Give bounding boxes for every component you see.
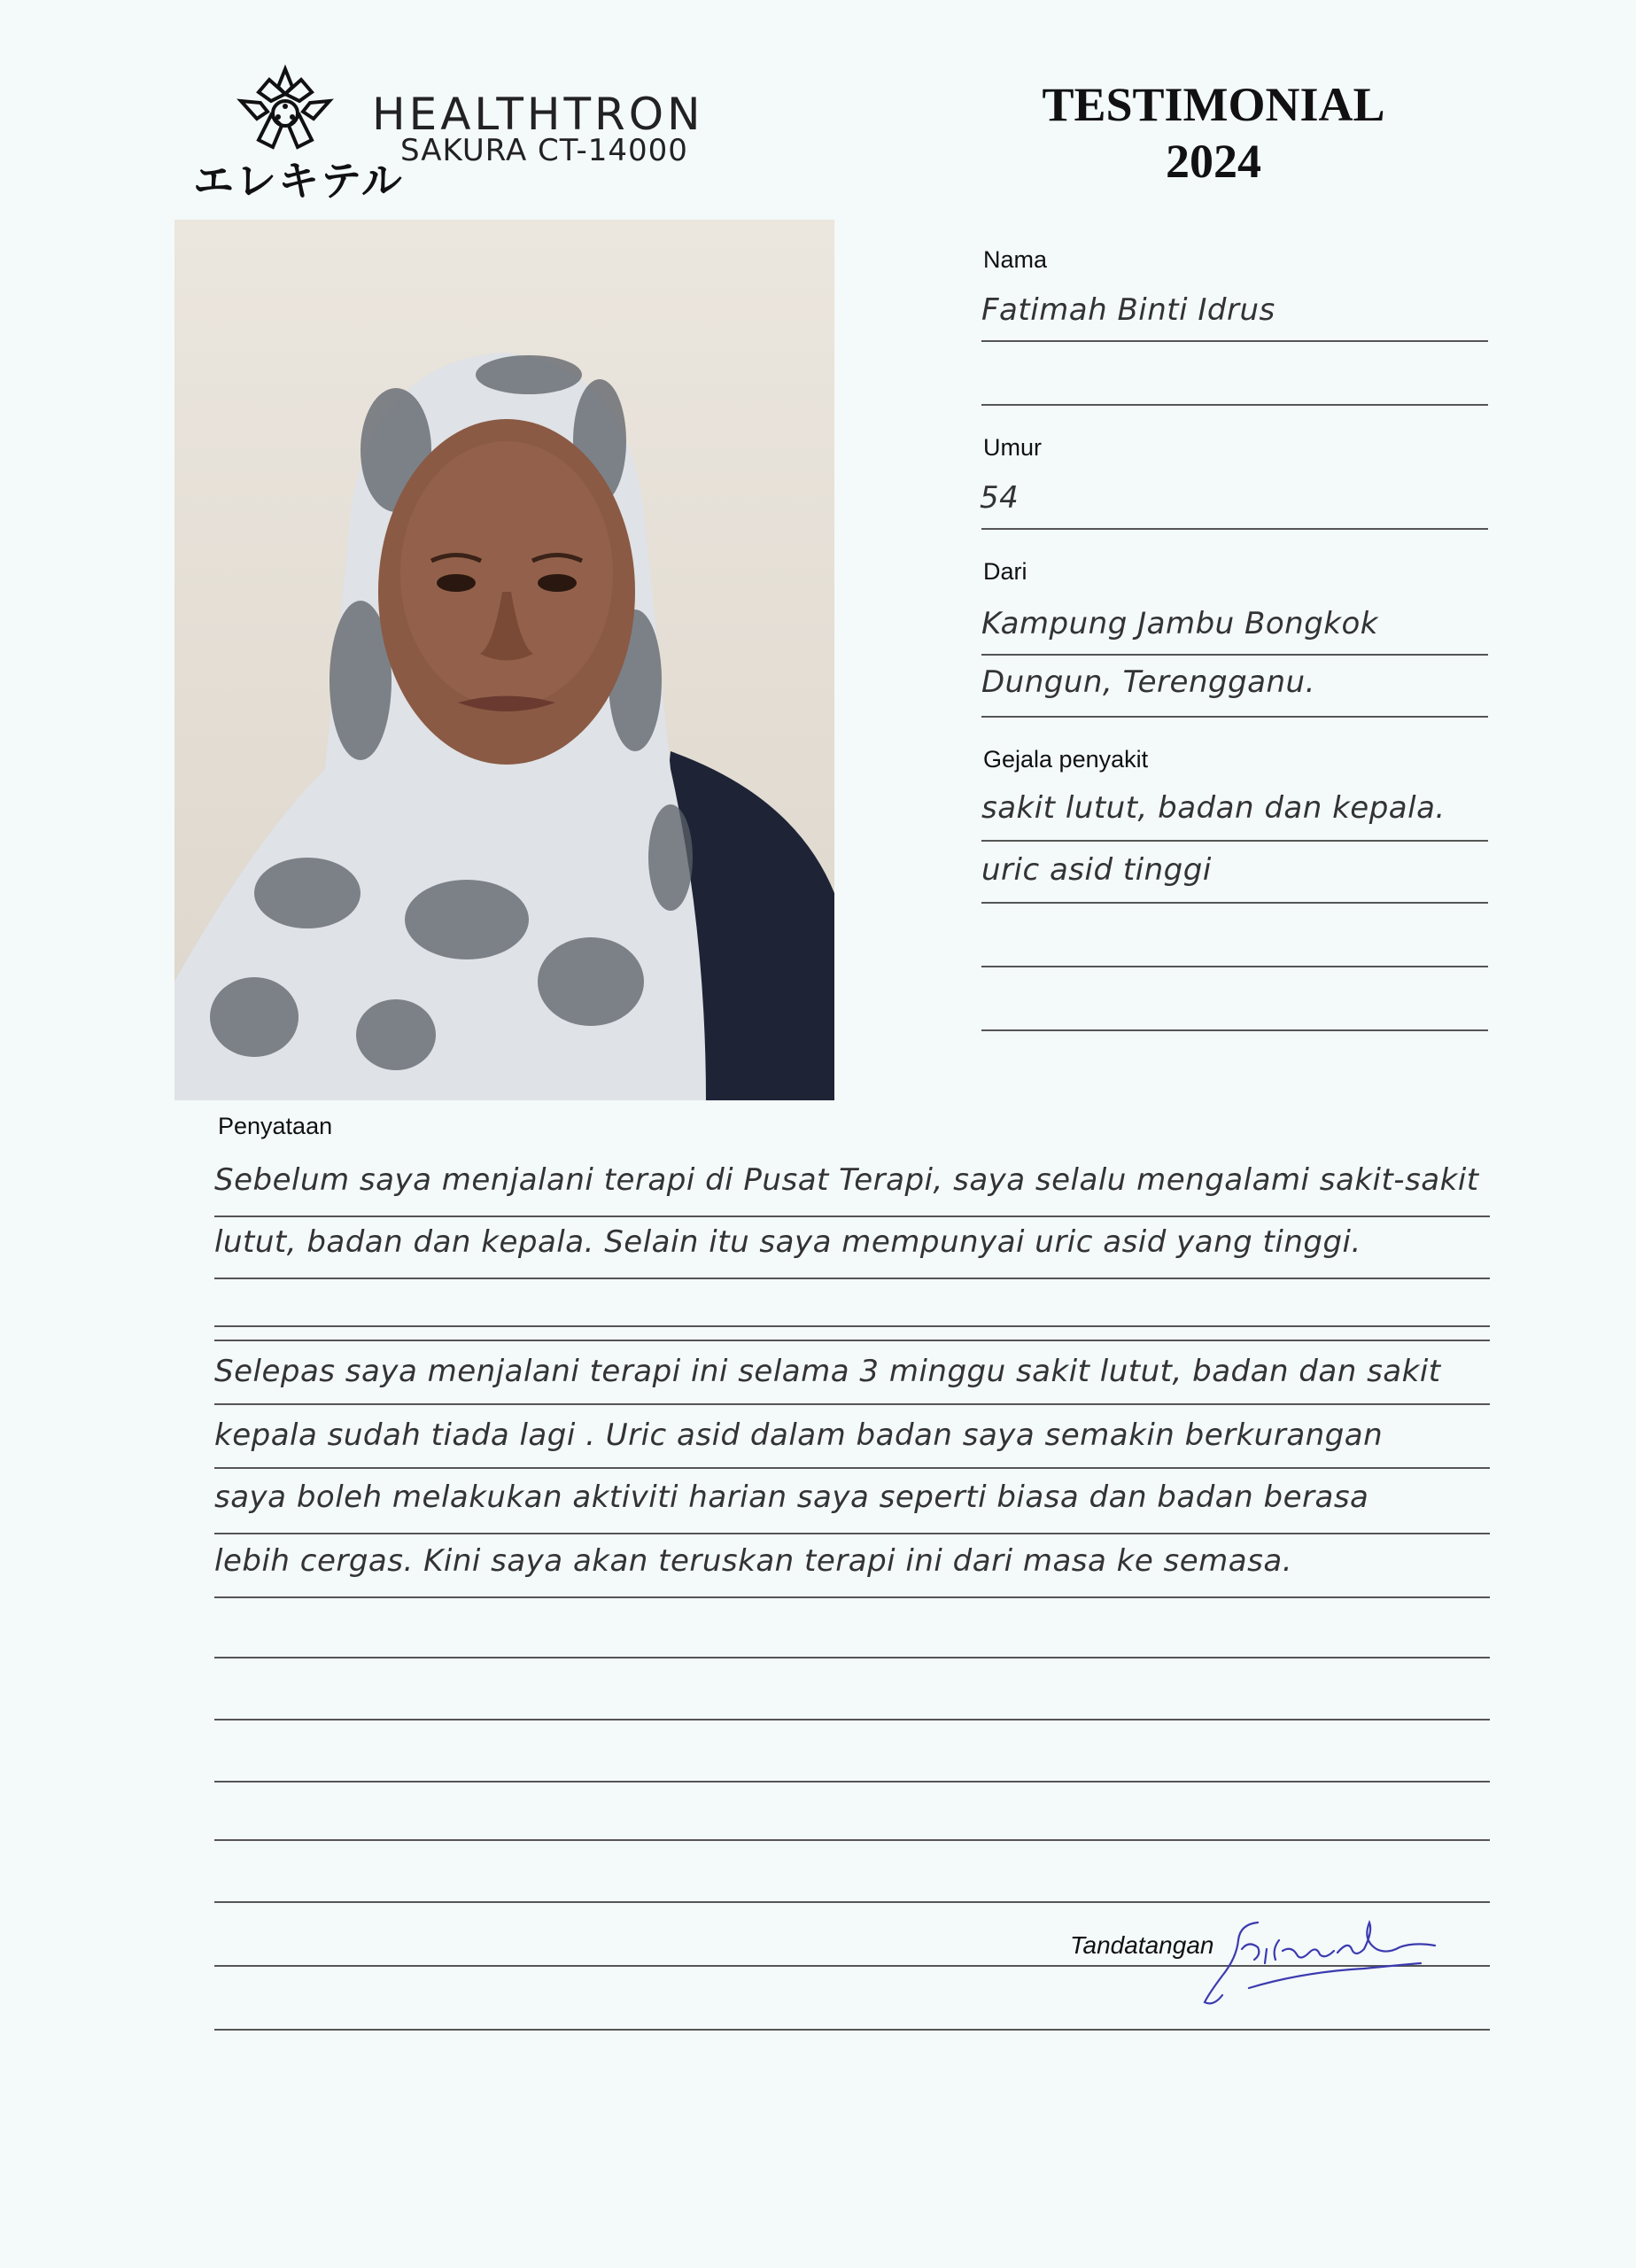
gejala-line-1 <box>981 840 1488 842</box>
statement-rule-9 <box>214 1657 1490 1658</box>
statement-rule-7 <box>214 1533 1490 1534</box>
portrait-illustration <box>174 220 834 1100</box>
statement-line-6: saya boleh melakukan aktiviti harian saya seperti biasa dan badan berasa <box>214 1480 1369 1515</box>
umur-line <box>981 528 1488 530</box>
umur-value: 54 <box>980 480 1020 516</box>
statement-line-4: Selepas saya menjalani terapi ini selama 3 minggu sakit lutut, badan dan sakit <box>214 1354 1441 1389</box>
dari-label: Dari <box>983 558 1027 585</box>
handwritten-signature <box>1187 1914 1444 2011</box>
nama-line-1 <box>981 340 1488 342</box>
statement-rule-12 <box>214 1839 1490 1841</box>
gejala-line-2 <box>981 902 1488 904</box>
statement-line-1: Sebelum saya menjalani terapi di Pusat Terapi, saya selalu mengalami sakit-sakit <box>214 1162 1479 1198</box>
gejala-label: Gejala penyakit <box>983 746 1149 773</box>
statement-line-7: lebih cergas. Kini saya akan teruskan terapi ini dari masa ke semasa. <box>214 1543 1292 1579</box>
statement-line-5: kepala sudah tiada lagi . Uric asid dalam badan saya semakin berkurangan <box>214 1418 1384 1453</box>
penyataan-label: Penyataan <box>218 1113 333 1139</box>
umur-label: Umur <box>983 434 1042 461</box>
statement-rule-2 <box>214 1278 1490 1279</box>
statement-rule-6 <box>214 1467 1490 1469</box>
gejala-line-4 <box>981 1029 1488 1031</box>
dari-line-1 <box>981 654 1488 656</box>
title-line-1: TESTIMONIAL <box>1042 78 1385 131</box>
dari-value-line-1: Kampung Jambu Bongkok <box>981 606 1378 641</box>
page-title <box>992 76 1435 190</box>
nama-label: Nama <box>983 246 1048 273</box>
brand-model: SAKURA CT-14000 <box>400 133 688 168</box>
statement-rule-3 <box>214 1325 1490 1327</box>
gejala-value-line-2: uric asid tinggi <box>981 852 1212 888</box>
portrait-photo <box>174 220 834 1100</box>
gejala-value-line-1: sakit lutut, badan dan kepala. <box>981 790 1446 826</box>
brand-name: HEALTHTRON <box>372 89 704 140</box>
statement-rule-15 <box>214 2029 1490 2031</box>
statement-rule-1 <box>214 1216 1490 1217</box>
title-year: 2024 <box>1166 135 1261 188</box>
dari-value-line-2: Dungun, Terengganu. <box>981 664 1315 700</box>
signature-label: Tandatangan <box>1070 1931 1214 1959</box>
dari-line-2 <box>981 716 1488 718</box>
nama-line-2 <box>981 404 1488 406</box>
statement-rule-13 <box>214 1901 1490 1903</box>
statement-rule-8 <box>214 1596 1490 1598</box>
sakura-logo-icon <box>232 62 338 159</box>
statement-rule-11 <box>214 1781 1490 1783</box>
logo-japanese-text: エレキテル <box>193 157 404 205</box>
nama-value: Fatimah Binti Idrus <box>981 292 1275 328</box>
gejala-line-3 <box>981 966 1488 967</box>
statement-rule-4 <box>214 1340 1490 1341</box>
statement-rule-5 <box>214 1403 1490 1405</box>
statement-line-2: lutut, badan dan kepala. Selain itu saya mempunyai uric asid yang tinggi. <box>214 1224 1361 1260</box>
statement-rule-10 <box>214 1719 1490 1720</box>
